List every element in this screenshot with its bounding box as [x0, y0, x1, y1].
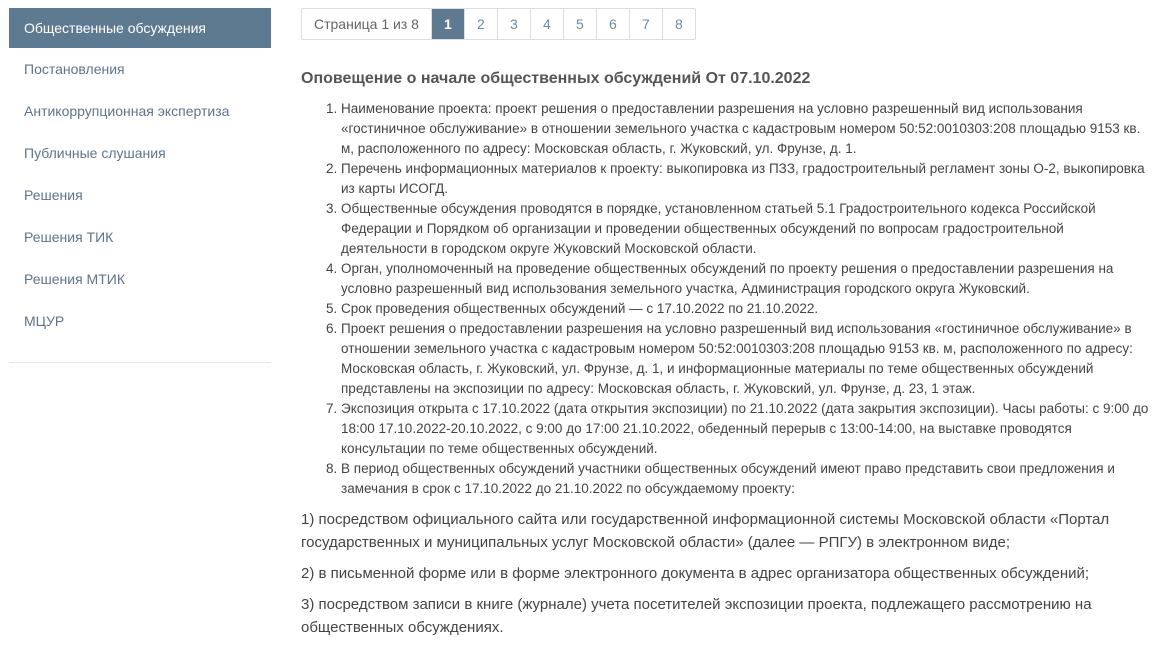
pagination: [301, 8, 696, 40]
page-link-5[interactable]: 5: [564, 9, 597, 39]
submission-method-paragraph: 3) посредством записи в книге (журнале) учета посетителей экспозиции проекта, подлежащего рассмотрению на общественных обсуждениях.: [301, 596, 1092, 636]
notice-item: 4. Орган, уполномоченный на проведение общественных обсуждений по проекту решения о предоставлении разрешения на условно разрешенный вид использования земельного участка, Администрация городского округа Жуковский.: [341, 259, 1151, 299]
notice-item: 1. Наименование проекта: проект решения о предоставлении разрешения на условно разрешенный вид использования «гостиничное обслуживание» в отношении земельного участка с кадастровым номером 50:52:0010303:208 площадью 9153 кв. м, расположенного по адресу: Московская область, г. Жуковский, ул. Фрунзе, д. 1.: [341, 99, 1151, 159]
notice-item: 6. Проект решения о предоставлении разрешения на условно разрешенный вид использования «гостиничное обслуживание» в отношении земельного участка с кадастровым номером 50:52:0010303:208 площадью 9153 кв. м, расположенного по адресу: Московская область, г. Жуковский, ул. Фрунзе, д. 1, и информационные материалы по теме общественных обсуждений представлены на экспозиции по адресу: Московская область, г. Жуковский, ул. Фрунзе, д. 23, 1 этаж.: [341, 319, 1151, 399]
notice-item: 3. Общественные обсуждения проводятся в порядке, установленном статьей 5.1 Градостроительного кодекса Российской Федерации и Порядком об организации и проведении общественных обсуждений по вопросам градостроительной деятельности в городском округе Жуковский Московской области.: [341, 199, 1151, 259]
page-link-8[interactable]: 8: [675, 16, 683, 32]
notice-item: 5. Срок проведения общественных обсуждений — с 17.10.2022 по 21.10.2022.: [341, 299, 1151, 319]
page-link-2[interactable]: 2: [465, 9, 498, 39]
page-link-4[interactable]: 4: [531, 9, 564, 39]
page-link-1[interactable]: 1: [432, 9, 465, 39]
notice-content: [301, 69, 1151, 639]
sidebar-item-public-hearings[interactable]: Публичные слушания: [24, 145, 166, 161]
notice-item: 8. В период общественных обсуждений участники общественных обсуждений имеют право представить свои предложения и замечания в срок с 17.10.2022 до 21.10.2022 по обсуждаемому проекту:: [341, 459, 1151, 499]
page-link-6[interactable]: 6: [597, 9, 630, 39]
notice-items-list: [301, 99, 1151, 499]
sidebar-item-anticorruption-expertise[interactable]: Антикоррупционная экспертиза: [24, 103, 230, 119]
notice-item: 2. Перечень информационных материалов к проекту: выкопировка из ПЗЗ, градостроительный регламент зоны О-2, выкопировка из карты ИСОГД.: [341, 159, 1151, 199]
sidebar-item-public-discussions[interactable]: Общественные обсуждения: [9, 8, 271, 48]
page-link-7[interactable]: 7: [630, 9, 663, 39]
sidebar-item-mtik-decisions[interactable]: Решения МТИК: [24, 271, 125, 287]
notice-item: 7. Экспозиция открыта с 17.10.2022 (дата открытия экспозиции) по 21.10.2022 (дата закрытия экспозиции). Часы работы: с 9:00 до 18:00 17.10.2022-20.10.2022, с 9:00 до 17:00 21.10.2022, обеденный перерыв с 13:00-14:00, на выставке проводятся консультации по теме общественных обсуждений.: [341, 399, 1151, 459]
sidebar-item-mcur[interactable]: МЦУР: [24, 313, 65, 329]
sidebar-item-tik-decisions[interactable]: Решения ТИК: [24, 229, 114, 245]
sidebar-item-resolutions[interactable]: Постановления: [24, 61, 125, 77]
page-link-3[interactable]: 3: [498, 9, 531, 39]
pagination-info: Страница 1 из 8: [302, 9, 432, 39]
sidebar-menu: [9, 8, 271, 363]
sidebar-item-decisions[interactable]: Решения: [24, 187, 83, 203]
notice-title: Оповещение о начале общественных обсуждений От 07.10.2022: [301, 70, 811, 87]
submission-method-paragraph: 1) посредством официального сайта или государственной информационной системы Московской области «Портал государственных и муниципальных услуг Московской области» (далее — РПГУ) в электронном виде;: [301, 511, 1110, 551]
submission-method-paragraph: 2) в письменной форме или в форме электронного документа в адрес организатора общественных обсуждений;: [301, 565, 1090, 582]
